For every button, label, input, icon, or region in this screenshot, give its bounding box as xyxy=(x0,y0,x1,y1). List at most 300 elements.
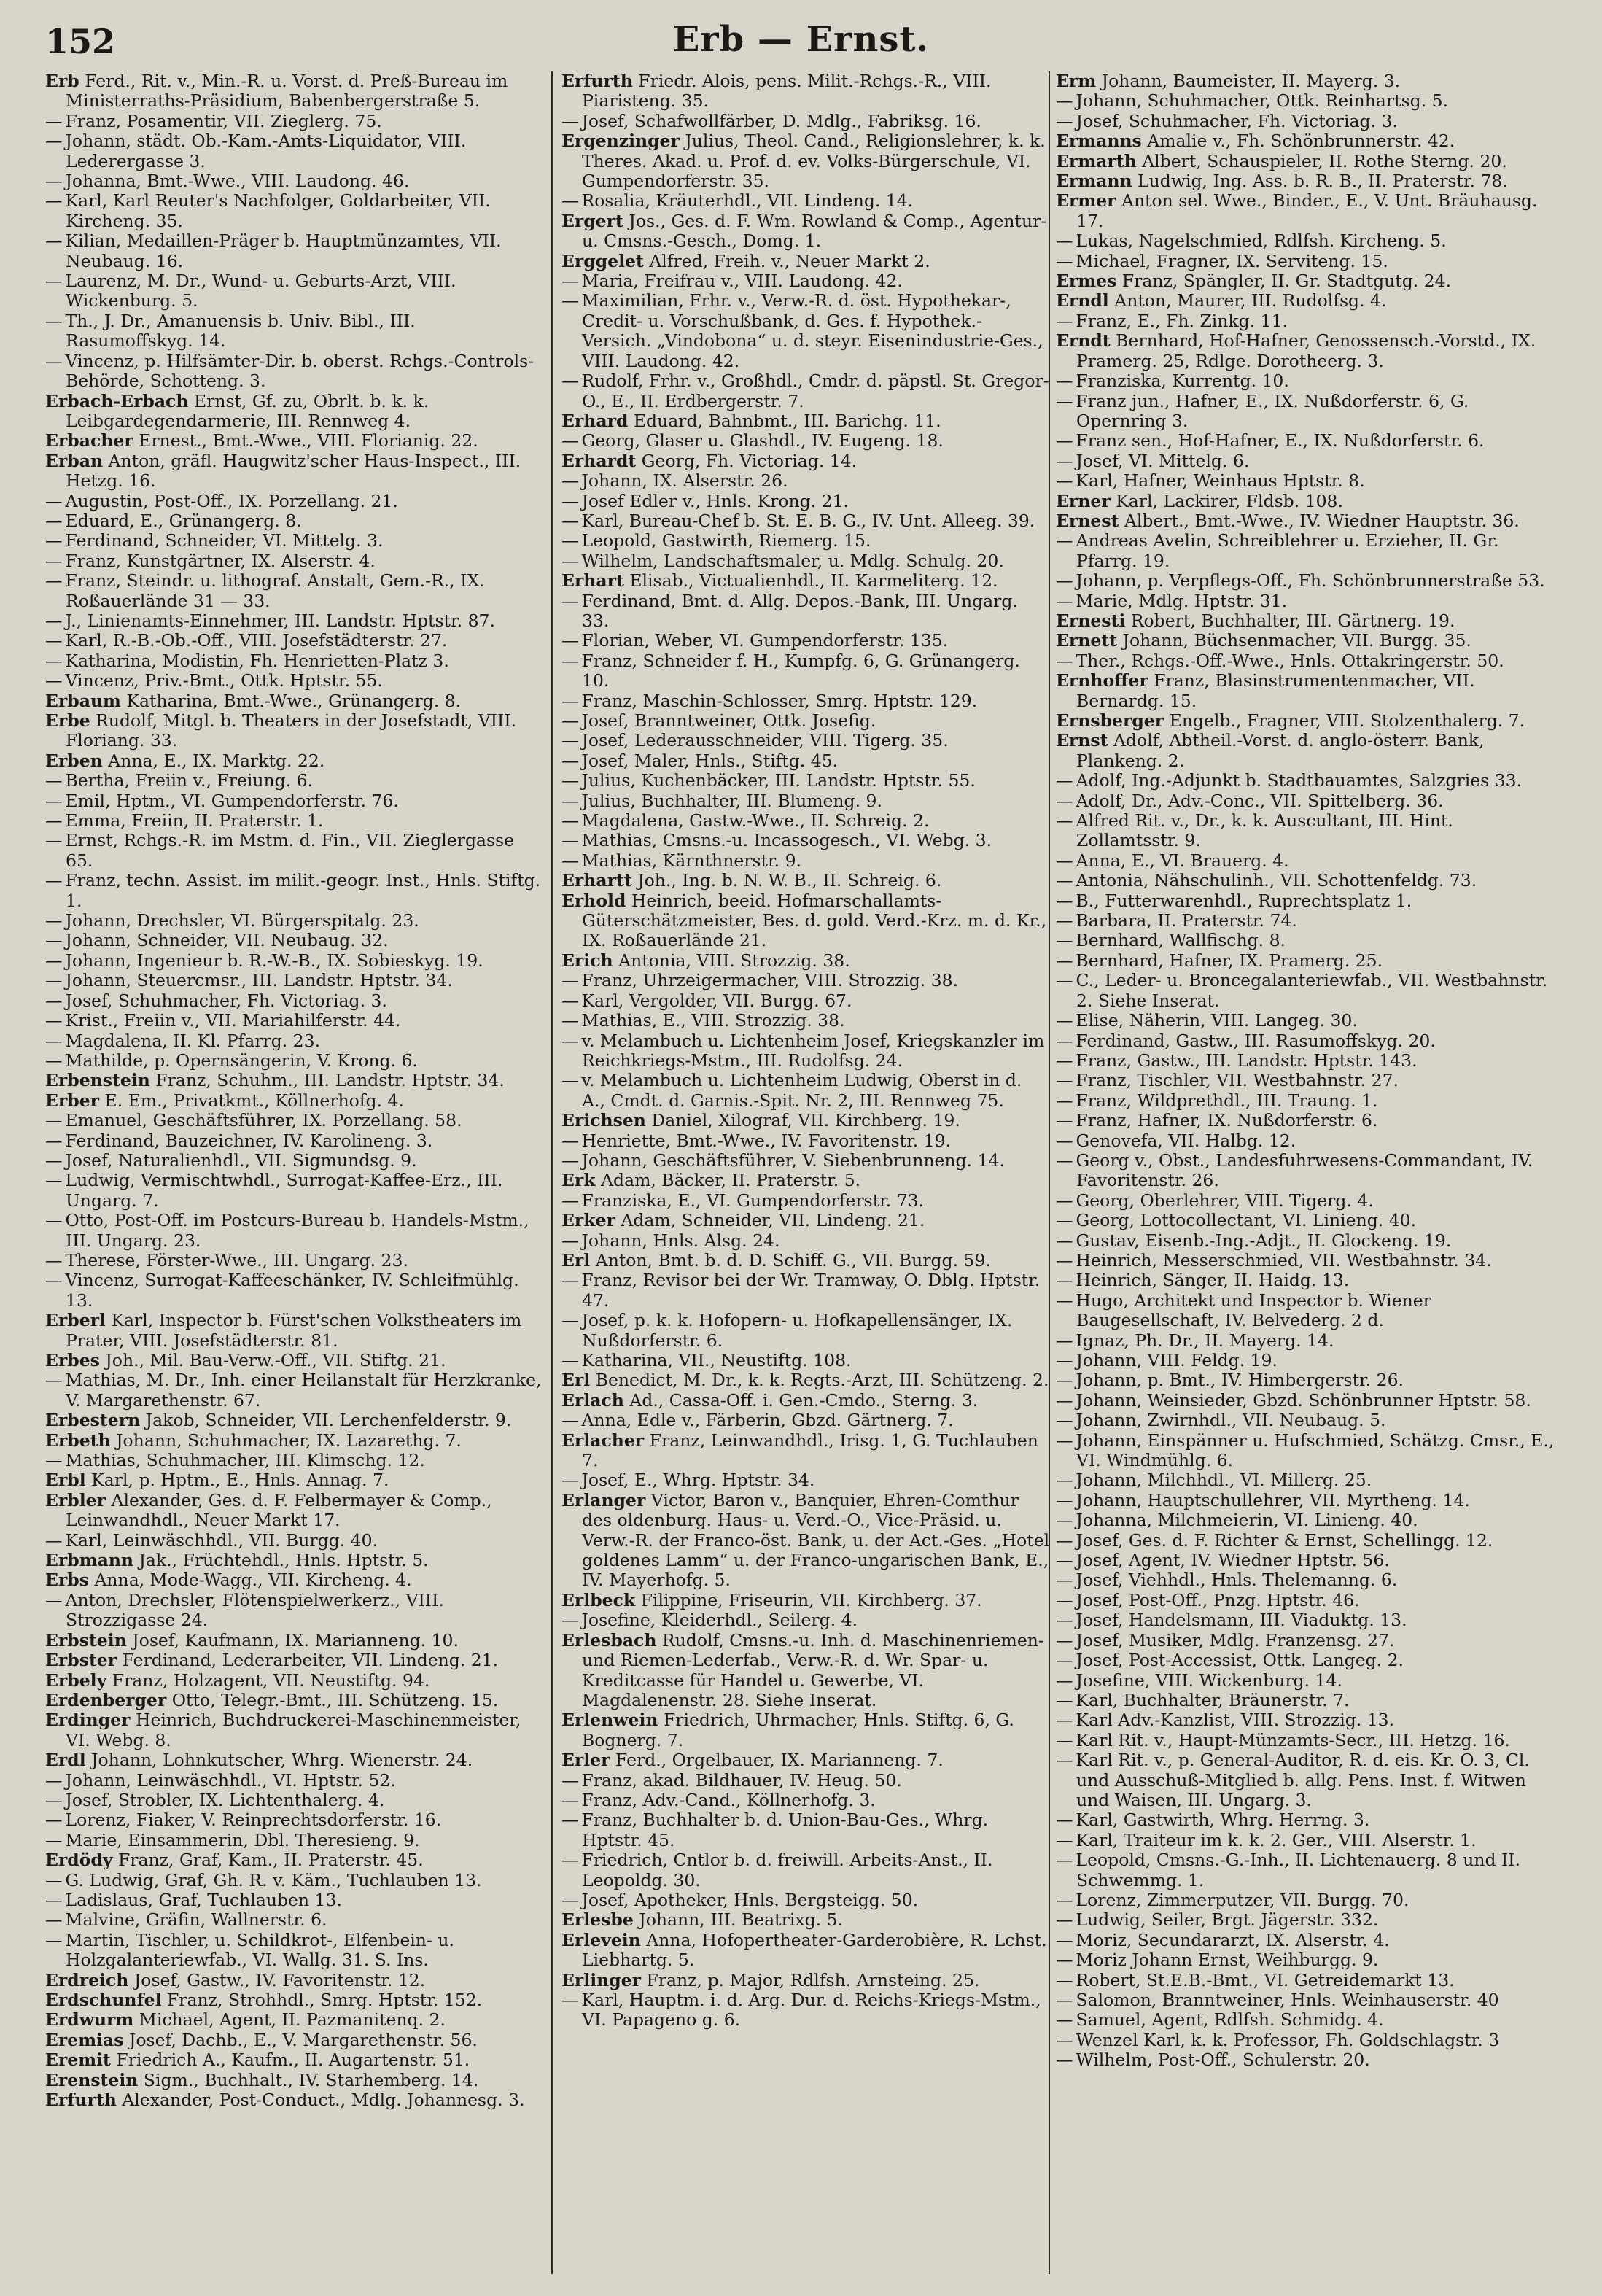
entry-text: Josef, Post-Off., Pnzg. Hptstr. 46. xyxy=(1076,1589,1360,1610)
directory-entry xyxy=(561,252,1050,271)
entry-text: Franz, E., Fh. Zinkg. 11. xyxy=(1076,310,1288,331)
directory-subentry xyxy=(561,1470,1050,1490)
ditto-dash: — xyxy=(45,271,63,292)
directory-subentry xyxy=(561,371,1050,411)
ditto-dash: — xyxy=(45,1869,63,1890)
entry-text: Eduard, E., Grünangerg. 8. xyxy=(65,510,302,531)
entry-text: Katharina, Bmt.-Wwe., Grünangerg. 8. xyxy=(126,690,462,711)
ditto-dash: — xyxy=(1056,930,1073,951)
directory-subentry xyxy=(561,971,1050,990)
ditto-dash: — xyxy=(45,670,63,691)
entry-text: Mathias, Cmsns.-u. Incassogesch., VI. Webg. 3. xyxy=(581,830,992,851)
entry-text: Josef, Ges. d. F. Richter & Ernst, Schellingg. 12. xyxy=(1076,1529,1493,1551)
entry-text: Henriette, Bmt.-Wwe., IV. Favoritenstr. 19. xyxy=(581,1130,952,1151)
entry-surname: Erdödy xyxy=(45,1850,113,1871)
directory-subentry xyxy=(1056,1570,1559,1590)
entry-text: C., Leder- u. Broncegalanteriewfab., VII. Westbahnstr. 2. Siehe Inserat. xyxy=(1076,970,1548,1011)
entry-text: Marie, Mdlg. Hptstr. 31. xyxy=(1076,590,1288,611)
ditto-dash: — xyxy=(1056,1110,1073,1131)
entry-text: Josef, VI. Mittelg. 6. xyxy=(1076,450,1250,471)
directory-subentry xyxy=(45,631,543,651)
ditto-dash: — xyxy=(45,131,63,152)
ditto-dash: — xyxy=(45,630,63,651)
entry-surname: Erlevein xyxy=(561,1929,641,1950)
directory-subentry xyxy=(45,911,543,931)
entry-text: Johann, Einspänner u. Hufschmied, Schätzg. Cmsr., E., VI. Windmühlg. 6. xyxy=(1076,1430,1555,1471)
directory-entry xyxy=(561,71,1050,112)
directory-entry xyxy=(45,751,543,771)
entry-text: Johann, Zwirnhdl., VII. Neubaug. 5. xyxy=(1076,1410,1386,1431)
directory-subentry xyxy=(1056,1191,1559,1211)
entry-text: Bertha, Freiin v., Freiung. 6. xyxy=(65,770,314,791)
entry-text: Josef, Branntweiner, Ottk. Josefig. xyxy=(581,710,876,731)
entry-text: Karl, Leinwäschhdl., VII. Burgg. 40. xyxy=(65,1529,378,1551)
entry-text: v. Melambuch u. Lichtenheim Josef, Kriegskanzler im Reichkriegs-Mstm., III. Rudolfsg. 24. xyxy=(581,1030,1045,1071)
entry-surname: Ernhoffer xyxy=(1056,670,1148,691)
directory-entry xyxy=(45,1351,543,1370)
ditto-dash: — xyxy=(1056,1570,1073,1591)
directory-entry xyxy=(45,1431,543,1451)
directory-subentry xyxy=(1056,1031,1559,1051)
ditto-dash: — xyxy=(45,510,63,531)
directory-subentry xyxy=(45,931,543,950)
directory-subentry xyxy=(1056,112,1559,131)
entry-text: Franz, Uhrzeigermacher, VIII. Strozzig. 38. xyxy=(581,970,959,991)
entry-text: Vincenz, p. Hilfsämter-Dir. b. oberst. Rchgs.-Controls-Behörde, Schotteng. 3. xyxy=(65,350,534,392)
directory-entry xyxy=(1056,331,1559,371)
entry-surname: Ergert xyxy=(561,210,623,231)
entry-text: Johann, Baumeister, II. Mayerg. 3. xyxy=(1101,71,1401,91)
directory-subentry xyxy=(1056,1950,1559,1970)
directory-entry xyxy=(45,1071,543,1090)
entry-text: Wenzel Karl, k. k. Professor, Fh. Goldschlagstr. 3 xyxy=(1076,2029,1500,2050)
entry-text: Johann, städt. Ob.-Kam.-Amts-Liquidator, VIII. Lederergasse 3. xyxy=(65,131,467,171)
directory-subentry xyxy=(45,551,543,571)
directory-entry xyxy=(561,871,1050,891)
directory-entry xyxy=(45,1311,543,1351)
entry-surname: Eremias xyxy=(45,2029,124,2050)
directory-subentry xyxy=(1056,1491,1559,1510)
entry-text: Joh., Mil. Bau-Verw.-Off., VII. Stiftg. 21. xyxy=(105,1350,446,1370)
entry-text: Karl, Hauptm. i. d. Arg. Dur. d. Reichs-Kriegs-Mstm., VI. Papageno g. 6. xyxy=(581,1990,1041,2031)
entry-surname: Erfurth xyxy=(45,2090,117,2111)
entry-text: Sigm., Buchhalt., IV. Starhemberg. 14. xyxy=(143,2069,479,2090)
entry-text: Josefine, Kleiderhdl., Seilerg. 4. xyxy=(581,1610,858,1631)
entry-text: Ferdinand, Bmt. d. Allg. Depos.-Bank, III. Ungarg. 33. xyxy=(581,590,1018,631)
directory-subentry xyxy=(1056,392,1559,432)
entry-text: Eduard, Bahnbmt., III. Barichg. 11. xyxy=(633,410,941,431)
entry-surname: Erberl xyxy=(45,1310,106,1331)
ditto-dash: — xyxy=(45,1050,63,1071)
ditto-dash: — xyxy=(45,1529,63,1551)
entry-text: J., Linienamts-Einnehmer, III. Landstr. Hptstr. 87. xyxy=(65,610,495,631)
ditto-dash: — xyxy=(1056,1529,1073,1551)
directory-subentry xyxy=(561,1131,1050,1151)
ditto-dash: — xyxy=(1056,2049,1073,2071)
ditto-dash: — xyxy=(561,830,579,851)
entry-text: Josef, Kaufmann, IX. Marianneng. 10. xyxy=(132,1629,459,1651)
page-number: 152 xyxy=(45,22,116,61)
directory-entry xyxy=(45,1671,543,1691)
ditto-dash: — xyxy=(45,790,63,811)
directory-entry xyxy=(1056,731,1559,771)
entry-text: Josef Edler v., Hnls. Krong. 21. xyxy=(581,490,849,511)
ditto-dash: — xyxy=(561,1789,579,1810)
ditto-dash: — xyxy=(1056,1689,1073,1710)
ditto-dash: — xyxy=(561,650,579,671)
entry-text: Franz, Adv.-Cand., Köllnerhofg. 3. xyxy=(581,1789,876,1810)
entry-text: Franz, Kunstgärtner, IX. Alserstr. 4. xyxy=(65,550,376,571)
entry-text: Heinrich, Buchdruckerei-Maschinenmeister, VI. Webg. 8. xyxy=(66,1710,521,1750)
entry-text: Josef, Lederausschneider, VIII. Tigerg. 35. xyxy=(581,730,949,751)
directory-subentry xyxy=(45,571,543,611)
entry-text: Julius, Kuchenbäcker, III. Landstr. Hptstr. 55. xyxy=(581,770,976,791)
entry-text: Franz, Posamentir, VII. Zieglerg. 75. xyxy=(65,110,382,131)
directory-subentry xyxy=(1056,311,1559,331)
entry-surname: Erbmann xyxy=(45,1550,133,1571)
ditto-dash: — xyxy=(561,1850,579,1871)
directory-entry xyxy=(1056,631,1559,651)
entry-text: Marie, Einsammerin, Dbl. Theresieng. 9. xyxy=(65,1829,420,1850)
directory-subentry xyxy=(561,1231,1050,1251)
directory-subentry xyxy=(45,1591,543,1631)
directory-subentry xyxy=(1056,2050,1559,2070)
directory-subentry xyxy=(1056,1291,1559,1331)
directory-subentry xyxy=(1056,1931,1559,1950)
entry-text: Jakob, Schneider, VII. Lerchenfelderstr. 9. xyxy=(145,1410,512,1431)
ditto-dash: — xyxy=(1056,1710,1073,1731)
ditto-dash: — xyxy=(45,171,63,192)
directory-subentry xyxy=(561,471,1050,491)
directory-subentry xyxy=(1056,1810,1559,1830)
entry-text: Franz jun., Hafner, E., IX. Nußdorferstr. 6, G. Opernring 3. xyxy=(1076,390,1469,431)
directory-subentry xyxy=(561,551,1050,571)
entry-text: Franz, Hafner, IX. Nußdorferstr. 6. xyxy=(1076,1110,1378,1131)
directory-subentry xyxy=(561,651,1050,691)
directory-subentry xyxy=(561,691,1050,711)
ditto-dash: — xyxy=(45,650,63,671)
directory-entry xyxy=(45,1691,543,1710)
directory-subentry xyxy=(561,1351,1050,1370)
entry-surname: Erdreich xyxy=(45,1969,129,1990)
directory-subentry xyxy=(45,1031,543,1051)
entry-text: Anna, Mode-Wagg., VII. Kircheng. 4. xyxy=(94,1570,412,1591)
entry-surname: Erbestern xyxy=(45,1410,141,1431)
directory-subentry xyxy=(561,531,1050,551)
ditto-dash: — xyxy=(45,110,63,131)
directory-subentry xyxy=(45,651,543,671)
directory-subentry xyxy=(561,431,1050,451)
directory-entry xyxy=(561,1750,1050,1770)
directory-subentry xyxy=(45,131,543,171)
entry-surname: Erber xyxy=(45,1090,100,1111)
entry-text: Jak., Früchtehdl., Hnls. Hptstr. 5. xyxy=(139,1550,429,1571)
entry-surname: Erl xyxy=(561,1370,591,1391)
entry-text: Georg v., Obst., Landesfuhrwesens-Commandant, IV. Favoritenstr. 26. xyxy=(1076,1149,1533,1191)
ditto-dash: — xyxy=(45,1929,63,1950)
entry-surname: Erban xyxy=(45,450,104,471)
directory-subentry xyxy=(1056,1831,1559,1850)
directory-subentry xyxy=(45,1890,543,1910)
directory-subentry xyxy=(561,851,1050,871)
entry-text: Daniel, Xilograf, VII. Kirchberg. 19. xyxy=(651,1110,960,1131)
ditto-dash: — xyxy=(45,610,63,631)
entry-text: Franz, Schuhm., III. Landstr. Hptstr. 34. xyxy=(155,1070,505,1091)
directory-entry xyxy=(45,1491,543,1531)
entry-text: Therese, Förster-Wwe., III. Ungarg. 23. xyxy=(65,1249,408,1271)
directory-subentry xyxy=(1056,1071,1559,1090)
entry-text: Ferdinand, Schneider, VI. Mittelg. 3. xyxy=(65,530,384,551)
directory-entry xyxy=(45,431,543,451)
ditto-dash: — xyxy=(561,990,579,1011)
ditto-dash: — xyxy=(1056,810,1073,831)
directory-subentry xyxy=(45,1131,543,1151)
entry-text: Franziska, E., VI. Gumpendorferstr. 73. xyxy=(581,1190,925,1211)
entry-surname: Erlinger xyxy=(561,1969,641,1990)
ditto-dash: — xyxy=(561,770,579,791)
directory-entry xyxy=(561,1931,1050,1971)
entry-text: G. Ludwig, Graf, Gh. R. v. Käm., Tuchlauben 13. xyxy=(65,1869,482,1890)
entry-surname: Erichsen xyxy=(561,1110,646,1131)
directory-entry xyxy=(45,1470,543,1490)
directory-subentry xyxy=(561,1411,1050,1430)
directory-subentry xyxy=(1056,1470,1559,1490)
entry-text: Mathias, Kärnthnerstr. 9. xyxy=(581,850,801,871)
ditto-dash: — xyxy=(561,730,579,751)
entry-text: Franz, Graf, Kam., II. Praterstr. 45. xyxy=(117,1850,424,1871)
entry-text: E. Em., Privatkmt., Köllnerhofg. 4. xyxy=(104,1090,404,1111)
directory-entry xyxy=(1056,171,1559,191)
entry-text: Georg, Glaser u. Glashdl., IV. Eugeng. 18. xyxy=(581,430,944,451)
entry-text: Karl, Karl Reuter's Nachfolger, Goldarbeiter, VII. Kircheng. 35. xyxy=(65,190,491,231)
ditto-dash: — xyxy=(561,1010,579,1031)
entry-text: Emil, Hptm., VI. Gumpendorferstr. 76. xyxy=(65,790,399,811)
directory-subentry xyxy=(45,1931,543,1971)
ditto-dash: — xyxy=(561,530,579,551)
entry-text: Josef, Maler, Hnls., Stiftg. 45. xyxy=(581,750,839,771)
entry-surname: Erbeth xyxy=(45,1430,111,1451)
directory-subentry xyxy=(1056,1731,1559,1750)
directory-subentry xyxy=(1056,1971,1559,1990)
directory-entry xyxy=(45,691,543,711)
ditto-dash: — xyxy=(1056,1909,1073,1931)
ditto-dash: — xyxy=(45,1829,63,1850)
ditto-dash: — xyxy=(1056,1829,1073,1850)
entry-text: Hugo, Architekt und Inspector b. Wiener Baugesellschaft, IV. Belvederg. 2 d. xyxy=(1076,1289,1431,1331)
ditto-dash: — xyxy=(1056,1489,1073,1510)
ditto-dash: — xyxy=(1056,1149,1073,1171)
directory-entry xyxy=(561,1431,1050,1471)
directory-subentry xyxy=(45,831,543,871)
directory-entry xyxy=(561,951,1050,971)
directory-entry xyxy=(45,711,543,751)
entry-text: Victor, Baron v., Banquier, Ehren-Comthur des oldenburg. Haus- u. Verd.-O., Vice-Präsid. u. Verw.-R. der Franco-öst. Bank, u. der Act.-Ges. „Hotel goldenes Lamm“ u. der Franco-ungarischen Bank, E., IV. Mayerhofg. 5. xyxy=(582,1489,1050,1591)
entry-text: Elise, Näherin, VIII. Langeg. 30. xyxy=(1076,1010,1358,1031)
directory-subentry xyxy=(1056,811,1559,851)
ditto-dash: — xyxy=(1056,790,1073,811)
directory-subentry xyxy=(1056,1750,1559,1810)
entry-text: Johann, Hauptschullehrer, VII. Myrtheng. 14. xyxy=(1076,1489,1470,1510)
directory-subentry xyxy=(45,311,543,352)
ditto-dash: — xyxy=(561,750,579,771)
directory-subentry xyxy=(1056,451,1559,471)
entry-surname: Erhard xyxy=(561,410,629,431)
ditto-dash: — xyxy=(45,990,63,1011)
directory-entry xyxy=(561,212,1050,252)
entry-text: Ludwig, Vermischtwhdl., Surrogat-Kaffee-Erz., III. Ungarg. 7. xyxy=(65,1170,503,1211)
directory-subentry xyxy=(45,1171,543,1211)
entry-surname: Erdl xyxy=(45,1750,86,1771)
entry-text: Laurenz, M. Dr., Wund- u. Geburts-Arzt, VIII. Wickenburg. 5. xyxy=(65,271,456,311)
directory-entry xyxy=(561,1211,1050,1230)
directory-subentry xyxy=(1056,971,1559,1011)
ditto-dash: — xyxy=(1056,1090,1073,1111)
directory-subentry xyxy=(1056,1610,1559,1630)
directory-column-3 xyxy=(1056,71,1559,2274)
entry-surname: Ernest xyxy=(1056,510,1119,531)
entry-text: Karl, Buchhalter, Bräunerstr. 7. xyxy=(1076,1689,1350,1710)
directory-subentry xyxy=(1056,1351,1559,1370)
entry-surname: Ermarth xyxy=(1056,150,1137,171)
entry-text: Ferdinand, Gastw., III. Rasumoffskyg. 20. xyxy=(1076,1030,1436,1051)
directory-subentry xyxy=(45,531,543,551)
ditto-dash: — xyxy=(1056,1629,1073,1651)
directory-entry xyxy=(561,891,1050,951)
directory-subentry xyxy=(1056,1431,1559,1471)
directory-subentry xyxy=(1056,1271,1559,1290)
directory-subentry xyxy=(45,951,543,971)
entry-text: Johann, Weinsieder, Gbzd. Schönbrunner Hptstr. 58. xyxy=(1076,1389,1531,1411)
entry-surname: Ernett xyxy=(1056,630,1118,651)
directory-subentry xyxy=(561,271,1050,291)
ditto-dash: — xyxy=(45,1030,63,1051)
directory-subentry xyxy=(1056,1651,1559,1670)
ditto-dash: — xyxy=(561,1990,579,2010)
entry-text: Friedrich A., Kaufm., II. Augartenstr. 51. xyxy=(116,2049,470,2071)
entry-text: Josef, Agent, IV. Wiedner Hptstr. 56. xyxy=(1076,1550,1390,1571)
entry-surname: Erlesbe xyxy=(561,1909,634,1931)
entry-surname: Erenstein xyxy=(45,2069,139,2090)
entry-surname: Erm xyxy=(1056,71,1097,91)
entry-text: Wilhelm, Post-Off., Schulerstr. 20. xyxy=(1076,2049,1370,2071)
entry-surname: Erker xyxy=(561,1210,615,1231)
directory-subentry xyxy=(1056,1510,1559,1530)
ditto-dash: — xyxy=(45,1889,63,1910)
entry-surname: Ernesti xyxy=(1056,610,1126,631)
entry-text: Franz, Strohhdl., Smrg. Hptstr. 152. xyxy=(167,1990,483,2010)
directory-subentry xyxy=(45,511,543,531)
entry-text: Johann, p. Bmt., IV. Himbergerstr. 26. xyxy=(1076,1370,1404,1391)
ditto-dash: — xyxy=(45,550,63,571)
entry-surname: Erbenstein xyxy=(45,1070,150,1091)
directory-entry xyxy=(561,1370,1050,1390)
entry-text: Rudolf, Cmsns.-u. Inh. d. Maschinenriemen- und Riemen-Lederfab., Verw.-R. d. Wr. Spar- u. Kreditcasse für Handel u. Gewerbe, VI. Magdalenenstr. 28. Siehe Inserat. xyxy=(582,1629,1044,1710)
entry-text: Albert., Bmt.-Wwe., IV. Wiedner Hauptstr. 36. xyxy=(1124,510,1520,531)
directory-subentry xyxy=(1056,2010,1559,2030)
entry-surname: Erhart xyxy=(561,570,624,592)
ditto-dash: — xyxy=(1056,470,1073,492)
entry-text: Georg, Fh. Victoriag. 14. xyxy=(641,450,858,471)
directory-entry xyxy=(45,2090,543,2110)
directory-subentry xyxy=(1056,2031,1559,2050)
ditto-dash: — xyxy=(1056,230,1073,252)
directory-subentry xyxy=(561,1990,1050,2031)
directory-entry xyxy=(1056,711,1559,731)
ditto-dash: — xyxy=(45,1370,63,1391)
entry-text: Johann, p. Verpflegs-Off., Fh. Schönbrunnerstraße 53. xyxy=(1076,570,1545,592)
directory-subentry xyxy=(45,1111,543,1130)
ditto-dash: — xyxy=(45,1270,63,1291)
directory-subentry xyxy=(561,1191,1050,1211)
ditto-dash: — xyxy=(1056,1510,1073,1531)
entry-text: Lorenz, Fiaker, V. Reinprechtsdorferstr. 16. xyxy=(65,1810,442,1831)
ditto-dash: — xyxy=(1056,1470,1073,1491)
ditto-dash: — xyxy=(561,630,579,651)
entry-text: Franz, Tischler, VII. Westbahnstr. 27. xyxy=(1076,1070,1399,1091)
directory-subentry xyxy=(45,171,543,191)
directory-subentry xyxy=(1056,1051,1559,1071)
entry-surname: Ermes xyxy=(1056,271,1117,292)
ditto-dash: — xyxy=(1056,530,1073,551)
directory-subentry xyxy=(561,831,1050,850)
entry-text: Karl, Gastwirth, Whrg. Herrng. 3. xyxy=(1076,1810,1370,1831)
ditto-dash: — xyxy=(45,810,63,831)
entry-text: Johann, Lohnkutscher, Whrg. Wienerstr. 24. xyxy=(91,1750,473,1771)
ditto-dash: — xyxy=(561,1310,579,1331)
entry-text: Friedrich, Uhrmacher, Hnls. Stiftg. 6, G. Bognerg. 7. xyxy=(582,1710,1014,1750)
entry-text: Franz, techn. Assist. im milit.-geogr. Inst., Hnls. Stiftg. 1. xyxy=(65,870,541,911)
directory-subentry xyxy=(1056,871,1559,891)
entry-text: Vincenz, Priv.-Bmt., Ottk. Hptstr. 55. xyxy=(65,670,383,691)
directory-subentry xyxy=(45,1910,543,1930)
ditto-dash: — xyxy=(561,1470,579,1491)
directory-subentry xyxy=(561,751,1050,771)
directory-subentry xyxy=(1056,1551,1559,1570)
entry-text: Leopold, Gastwirth, Riemerg. 15. xyxy=(581,530,871,551)
entry-text: Kilian, Medaillen-Präger b. Hauptmünzamtes, VII. Neubaug. 16. xyxy=(65,230,502,271)
directory-subentry xyxy=(1056,231,1559,251)
entry-surname: Ernsberger xyxy=(1056,710,1164,731)
ditto-dash: — xyxy=(561,810,579,831)
entry-text: Josef, E., Whrg. Hptstr. 34. xyxy=(581,1470,815,1491)
running-head: Erb — Ernst. xyxy=(672,19,930,60)
entry-text: Josefine, VIII. Wickenburg. 14. xyxy=(1076,1669,1342,1691)
directory-subentry xyxy=(1056,1151,1559,1191)
directory-subentry xyxy=(45,271,543,311)
entry-text: Andreas Avelin, Schreiblehrer u. Erzieher, II. Gr. Pfarrg. 19. xyxy=(1076,530,1499,571)
directory-subentry xyxy=(561,1810,1050,1850)
directory-subentry xyxy=(45,1451,543,1470)
entry-text: Bernhard, Hof-Hafner, Genossensch.-Vorstd., IX. Pramerg. 25, Rdlge. Dorotheerg. 3. xyxy=(1076,330,1536,371)
directory-subentry xyxy=(1056,1890,1559,1910)
entry-text: Emma, Freiin, II. Praterstr. 1. xyxy=(65,810,324,831)
directory-entry xyxy=(561,131,1050,191)
directory-subentry xyxy=(1056,1211,1559,1230)
entry-text: Magdalena, II. Kl. Pfarrg. 23. xyxy=(65,1030,321,1051)
entry-text: Johann, Ingenieur b. R.-W.-B., IX. Sobieskyg. 19. xyxy=(65,950,483,971)
entry-text: Johann, Drechsler, VI. Bürgerspitalg. 23. xyxy=(65,910,419,931)
entry-text: Ernest., Bmt.-Wwe., VIII. Florianig. 22. xyxy=(139,430,478,451)
entry-text: Karl, Traiteur im k. k. 2. Ger., VIII. Alserstr. 1. xyxy=(1076,1829,1477,1850)
directory-subentry xyxy=(45,191,543,231)
entry-text: Alexander, Post-Conduct., Mdlg. Johannesg. 3. xyxy=(122,2090,525,2111)
entry-text: Bernhard, Hafner, IX. Pramerg. 25. xyxy=(1076,950,1383,971)
entry-text: Mathilde, p. Opernsängerin, V. Krong. 6. xyxy=(65,1050,418,1071)
directory-subentry xyxy=(561,191,1050,211)
directory-subentry xyxy=(561,1151,1050,1171)
ditto-dash: — xyxy=(1056,590,1073,611)
entry-text: Franz, Steindr. u. lithograf. Anstalt, Gem.-R., IX. Roßauerlände 31 — 33. xyxy=(65,570,485,611)
